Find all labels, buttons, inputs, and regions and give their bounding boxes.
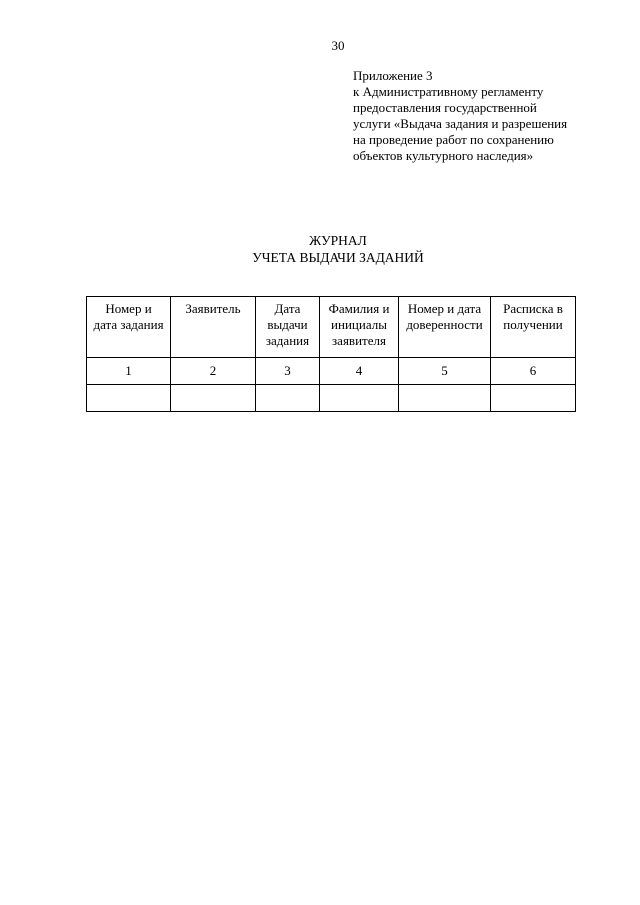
- empty-cell: [256, 385, 320, 412]
- page-number: 30: [331, 38, 345, 53]
- column-number-cell: 5: [399, 358, 491, 385]
- appendix-line: к Административному регламенту: [353, 84, 544, 99]
- appendix-line: на проведение работ по сохранению: [353, 132, 554, 147]
- header-cell-task-number-date: [87, 297, 171, 358]
- header-cell-applicant: [171, 297, 256, 358]
- column-number-row: [87, 358, 576, 385]
- appendix-line: услуги «Выдача задания и разрешения: [353, 116, 568, 131]
- empty-cell: [87, 385, 171, 412]
- header-text-line: Номер и дата: [407, 301, 482, 316]
- table-header-row: [87, 297, 576, 358]
- header-text-line: получении: [503, 317, 563, 332]
- header-text-line: инициалы: [331, 317, 387, 332]
- header-text-line: дата задания: [93, 317, 164, 332]
- header-text-line: Заявитель: [185, 301, 241, 316]
- header-text-line: Номер и: [105, 301, 152, 316]
- journal-title-line1: ЖУРНАЛ: [309, 233, 367, 248]
- header-text-line: Расписка в: [503, 301, 563, 316]
- table-row: [87, 385, 576, 412]
- header-text-line: доверенности: [406, 317, 483, 332]
- header-text-line: задания: [265, 333, 310, 348]
- column-number-cell: 2: [171, 358, 256, 385]
- journal-table: [86, 296, 576, 412]
- column-number-cell: 1: [87, 358, 171, 385]
- empty-cell: [491, 385, 576, 412]
- header-cell-power-of-attorney: [399, 297, 491, 358]
- appendix-note: [353, 68, 633, 164]
- empty-cell: [171, 385, 256, 412]
- header-cell-receipt-signature: [491, 297, 576, 358]
- header-text-line: выдачи: [267, 317, 308, 332]
- column-number-cell: 6: [491, 358, 576, 385]
- journal-title: [0, 232, 640, 266]
- header-text-line: Дата: [274, 301, 301, 316]
- column-number-cell: 3: [256, 358, 320, 385]
- header-text-line: Фамилия и: [328, 301, 390, 316]
- appendix-line: Приложение 3: [353, 68, 433, 83]
- journal-title-line2: УЧЕТА ВЫДАЧИ ЗАДАНИЙ: [252, 250, 424, 265]
- appendix-line: объектов культурного наследия»: [353, 148, 534, 163]
- header-text-line: заявителя: [332, 333, 386, 348]
- empty-cell: [320, 385, 399, 412]
- empty-cell: [399, 385, 491, 412]
- appendix-line: предоставления государственной: [353, 100, 537, 115]
- header-cell-applicant-name: [320, 297, 399, 358]
- column-number-cell: 4: [320, 358, 399, 385]
- header-cell-issue-date: [256, 297, 320, 358]
